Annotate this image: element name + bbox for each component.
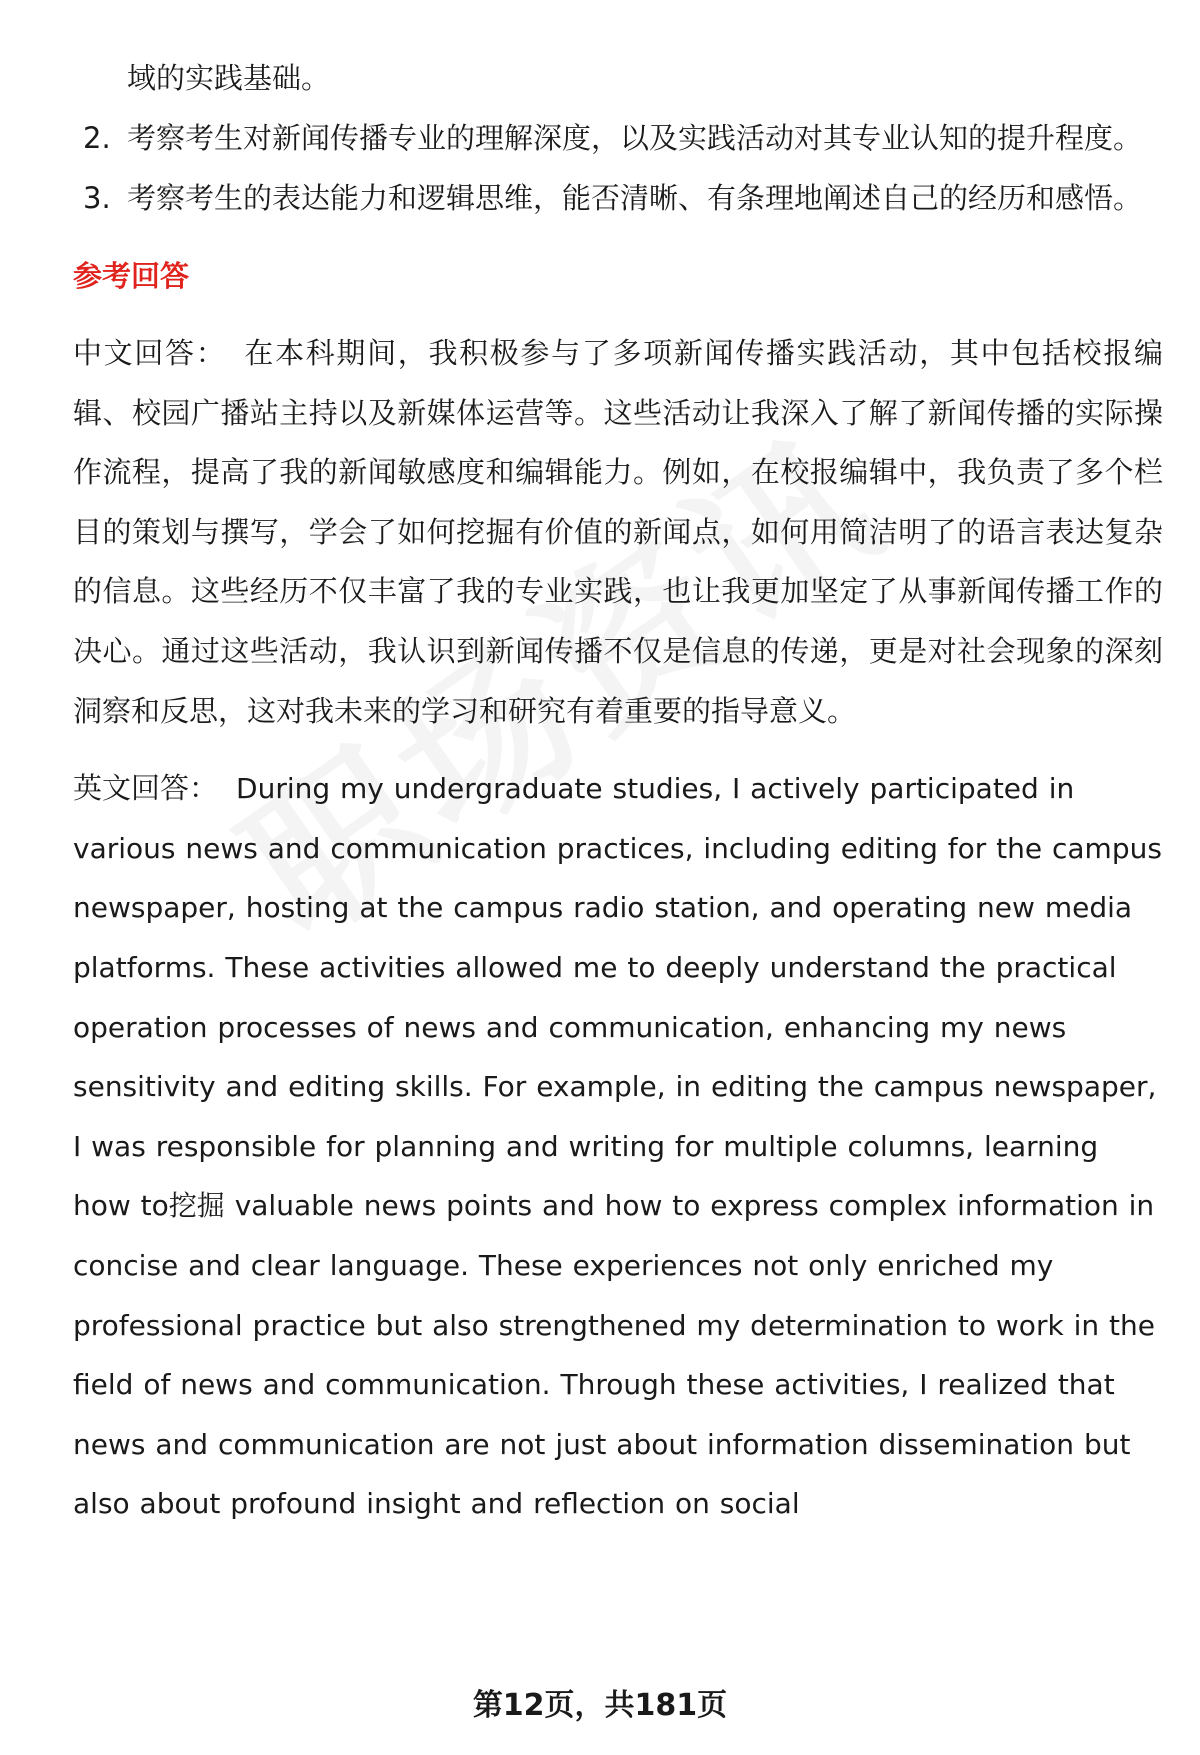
- list-number: 2.: [83, 121, 111, 155]
- chinese-answer-paragraph: [73, 324, 1163, 741]
- list-item-text: 考察考生对新闻传播专业的理解深度，以及实践活动对其专业认知的提升程度。: [127, 121, 1143, 155]
- page-number-footer: 第12页，共181页: [472, 1688, 728, 1723]
- chinese-answer-text: 在本科期间，我积极参与了多项新闻传播实践活动，其中包括校报编辑、校园广播站主持以及新媒体运营等。这些活动让我深入了解了新闻传播的实际操作流程，提高了我的新闻敏感度和编辑能力。例如，在校报编辑中，我负责了多个栏目的策划与撰写，学会了如何挖掘有价值的新闻点，如何用简洁明了的语言表达复杂的信息。这些经历不仅丰富了我的专业实践，也让我更加坚定了从事新闻传播工作的决心。通过这些活动，我认识到新闻传播不仅是信息的传递，更是对社会现象的深刻洞察和反思，这对我未来的学习和研究有着重要的指导意义。: [73, 336, 1163, 728]
- list-item: [73, 108, 1163, 168]
- continued-list-text: 域的实践基础。: [127, 61, 331, 95]
- english-answer-paragraph: [73, 759, 1163, 1534]
- chinese-answer-label: 中文回答：: [73, 336, 227, 370]
- list-number: 3.: [83, 181, 111, 215]
- list-item: [73, 168, 1163, 228]
- page-content: [73, 48, 1163, 1534]
- evaluation-points-list: [73, 108, 1163, 228]
- english-answer-text: During my undergraduate studies, I actively participated in various news and communication practices, including editing for the campus newspaper, hosting at the campus radio station, and operating new media platforms. These activities allowed me to deeply understand the practical operation processes of news and communication, enhancing my news sensitivity and editing skills. For example, in editing the campus newspaper, I was responsible for planning and writing for multiple columns, learning how to挖掘 valuable news points and how to express complex information in concise and clear language. These experiences not only enriched my professional practice but also strengthened my determination to work in the field of news and communication. Through these activities, I realized that news and communication are not just about information dissemination but also about profound insight and reflection on social: [73, 772, 1162, 1521]
- list-item-text: 考察考生的表达能力和逻辑思维，能否清晰、有条理地阐述自己的经历和感悟。: [127, 181, 1143, 215]
- english-answer-label: 英文回答：: [73, 771, 219, 806]
- section-heading: 参考回答: [73, 259, 190, 293]
